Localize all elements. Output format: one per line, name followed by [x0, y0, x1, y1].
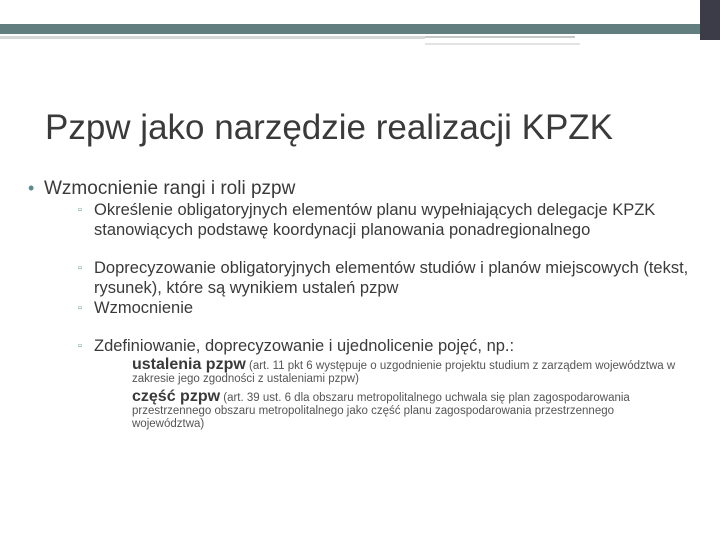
level3-detail: (art. 11 pkt 6 występuje o uzgodnienie projektu studium z zarządem województwa w zakresie jego zgodności z ustaleniami pzpw): [132, 360, 676, 385]
bullet-square-icon: ▫: [78, 204, 82, 216]
bullet-dot-icon: •: [28, 178, 35, 198]
level3-term: ustalenia pzpw: [132, 356, 246, 373]
bullet-level3: [20, 358, 692, 386]
bullet-level1: [20, 178, 710, 200]
bullet-level2-text: Zdefiniowanie, doprecyzowanie i ujednolicenie pojęć, np.:: [94, 337, 515, 355]
thin-divider-mid: [425, 36, 575, 38]
spacer: [20, 318, 710, 332]
thin-divider-left: [0, 36, 425, 39]
corner-accent-block: [700, 0, 720, 40]
level3-term: część pzpw: [132, 388, 221, 405]
bullet-level2-text: Wzmocnienie: [94, 299, 194, 317]
bullet-level2: [20, 336, 694, 356]
bullet-level1-text: Wzmocnienie rangi i roli pzpw: [44, 178, 296, 199]
bullet-level2-text: Doprecyzowanie obligatoryjnych elementów studiów i planów miejscowych (tekst, rysunek), które są wynikiem ustaleń pzpw: [94, 259, 689, 297]
slide-title: Pzpw jako narzędzie realizacji KPZK: [45, 108, 614, 147]
spacer: [20, 240, 710, 254]
bullet-level2-text: Określenie obligatoryjnych elementów planu wypełniających delegacje KPZK stanowiących podstawę koordynacji planowania ponadregionalnego: [94, 201, 656, 239]
bullet-square-icon: ▫: [78, 302, 82, 314]
top-accent-bar: [0, 24, 700, 34]
bullet-level2: [20, 258, 694, 298]
bullet-square-icon: ▫: [78, 262, 82, 274]
thin-divider-lower: [425, 43, 580, 45]
slide-body: [20, 178, 710, 431]
bullet-level3: [20, 390, 672, 431]
bullet-level2: [20, 298, 694, 318]
bullet-square-icon: ▫: [78, 340, 82, 352]
bullet-level2: [20, 200, 694, 240]
level3-detail: (art. 39 ust. 6 dla obszaru metropolitalnego uchwala się plan zagospodarowania przestrzennego obszaru metropolitalnego jako część planu zagospodarowania przestrzennego województwa): [132, 392, 630, 430]
